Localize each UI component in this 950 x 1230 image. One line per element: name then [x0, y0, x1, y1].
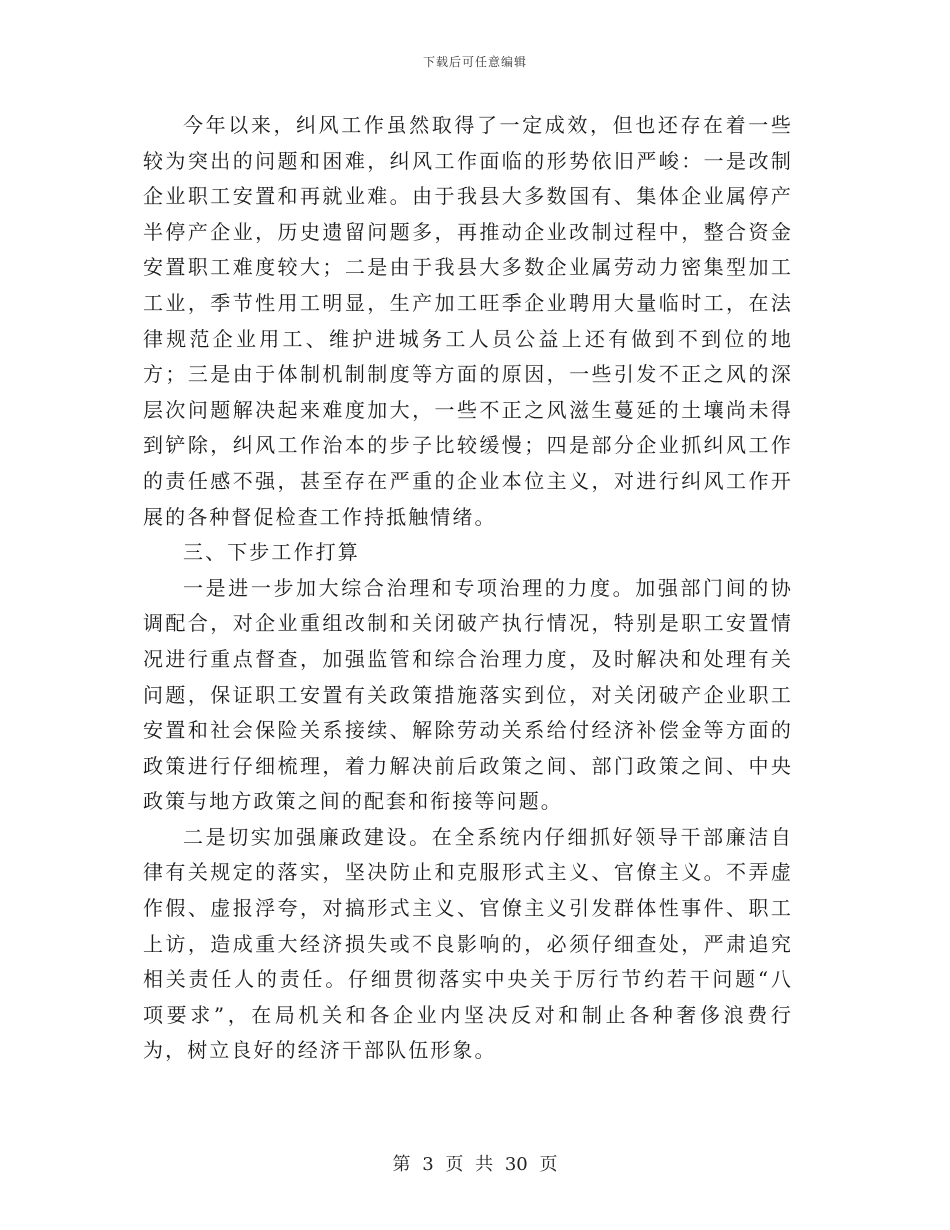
- paragraph-comprehensive-governance: 一是进一步加大综合治理和专项治理的力度。加强部门间的协调配合，对企业重组改制和关闭破产执行情况，特别是职工安置情况进行重点督查，加强监管和综合治理力度，及时解决和处理有关问题，保证职工安置有关政策措施落实到位，对关闭破产企业职工安置和社会保险关系接续、解除劳动关系给付经济补偿金等方面的政策进行仔细梳理，着力解决前后政策之间、部门政策之间、中央政策与地方政策之间的配套和衔接等问题。: [143, 575, 793, 814]
- page-header: 下载后可任意编辑: [422, 55, 527, 69]
- paragraph-problems: 今年以来，纠风工作虽然取得了一定成效，但也还存在着一些较为突出的问题和困难，纠风工作面临的形势依旧严峻：一是改制企业职工安置和再就业难。由于我县大多数国有、集体企业属停产半停产企业，历史遗留问题多，再推动企业改制过程中，整合资金安置职工难度较大；二是由于我县大多数企业属劳动力密集型加工工业，季节性用工明显，生产加工旺季企业聘用大量临时工，在法律规范企业用工、维护进城务工人员公益上还有做到不到位的地方；三是由于体制机制制度等方面的原因，一些引发不正之风的深层次问题解决起来难度加大，一些不正之风滋生蔓延的土壤尚未得到铲除，纠风工作治本的步子比较缓慢；四是部分企业抓纠风工作的责任感不强，甚至存在严重的企业本位主义，对进行纠风工作开展的各种督促检查工作持抵触情绪。: [143, 113, 793, 529]
- page-footer: 第 3 页 共 30 页: [392, 1154, 558, 1175]
- document-body: [143, 108, 793, 1069]
- section-heading-next-steps: 三、下步工作打算: [183, 540, 360, 565]
- paragraph-integrity-building: 二是切实加强廉政建设。在全系统内仔细抓好领导干部廉洁自律有关规定的落实，坚决防止和克服形式主义、官僚主义。不弄虚作假、虚报浮夸，对搞形式主义、官僚主义引发群体性事件、职工上访，造成重大经济损失或不良影响的，必须仔细查处，严肃追究相关责任人的责任。仔细贯彻落实中央关于厉行节约若干问题“八项要求”，在局机关和各企业内坚决反对和制止各种奢侈浪费行为，树立良好的经济干部队伍形象。: [143, 824, 793, 1063]
